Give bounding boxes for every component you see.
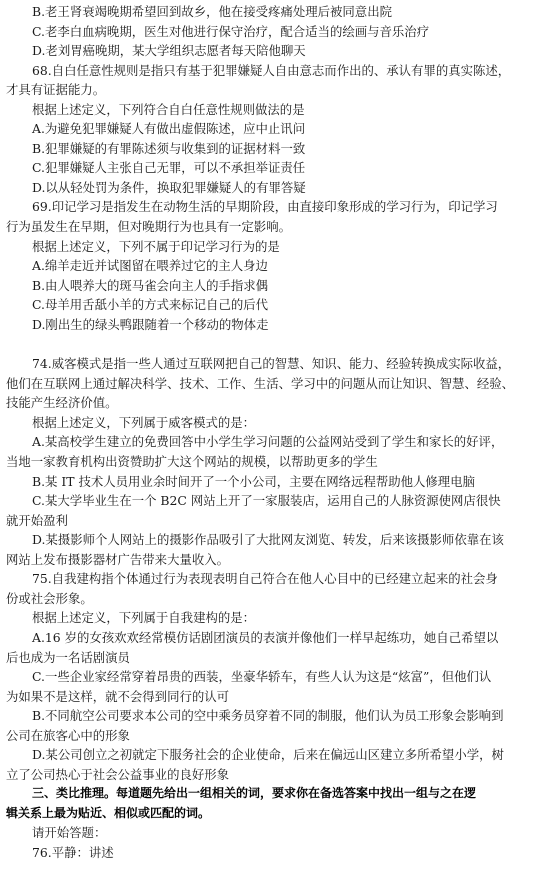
- text-line: 当地一家教育机构出资赞助扩大这个网站的规模，以帮助更多的学生: [6, 454, 378, 470]
- text-line: B.老王肾衰竭晚期希望回到故乡，他在接受疼痛处理后被同意出院: [32, 4, 392, 19]
- text-line: D.以从轻处罚为条件，换取犯罪嫌疑人的有罪答疑: [32, 179, 306, 195]
- text-line: 69.印记学习是指发生在动物生活的早期阶段，由直接印象形成的学习行为，印记学习: [32, 199, 498, 215]
- text-line: 为如果不是这样，就不会得到同行的认可: [6, 688, 230, 704]
- text-line: 就开始盈利: [6, 512, 68, 528]
- text-line: 根据上述定义，下列属于自我建构的是：: [32, 610, 256, 626]
- text-line: B.犯罪嫌疑的有罪陈述须与收集到的证据材料一致: [32, 140, 306, 156]
- text-line: 根据上述定义，下列不属于印记学习行为的是: [32, 238, 280, 254]
- text-line: 请开始答题：: [32, 825, 107, 841]
- text-line: A.绵羊走近并试图留在喂养过它的主人身边: [32, 258, 268, 274]
- text-line: D.某公司创立之初就定下服务社会的企业使命，后来在偏远山区建立多所希望小学，树: [32, 747, 504, 763]
- text-line: 行为虽发生在早期，但对晚期行为也具有一定影响。: [6, 219, 291, 235]
- text-line: 68.自白任意性规则是指只有基于犯罪嫌疑人自由意志而作出的、承认有罪的真实陈述，: [32, 62, 511, 78]
- text-line: 才具有证据能力。: [6, 82, 106, 98]
- text-line: 他们在互联网上通过解决科学、技术、工作、生活、学习中的问题从而让知识、智慧、经验、: [6, 375, 515, 391]
- text-line: D.某摄影师个人网站上的摄影作品吸引了大批网友浏览、转发，后来该摄影师依靠在该: [32, 532, 504, 548]
- text-line: C.母羊用舌舐小羊的方式来标记自己的后代: [32, 297, 269, 313]
- text-line: D.刚出生的绿头鸭跟随着一个移动的物体走: [32, 316, 269, 332]
- text-line: B.某 IT 技术人员用业余时间开了一个小公司，主要在网络远程帮助他人修理电脑: [32, 473, 475, 489]
- text-line: 立了公司热心于社会公益事业的良好形象: [6, 766, 230, 782]
- text-line: 公司在旅客心中的形象: [6, 727, 130, 743]
- text-line: 74.威客模式是指一些人通过互联网把自己的智慧、知识、能力、经验转换成实际收益，: [32, 356, 511, 372]
- text-line: 76.平静：讲述: [32, 844, 114, 860]
- text-line: A.为避免犯罪嫌疑人有做出虚假陈述，应中止讯问: [32, 121, 306, 137]
- text-line: 75.自我建构指个体通过行为表现表明自己符合在他人心目中的已经建立起来的社会身: [32, 571, 498, 587]
- text-line: 份或社会形象。: [6, 590, 93, 606]
- text-line: 网站上发布摄影器材广告带来大量收入。: [6, 551, 230, 567]
- section-heading-line: 辑关系上最为贴近、相似或匹配的词。: [6, 805, 211, 820]
- text-line: B.不同航空公司要求本公司的空中乘务员穿着不同的制服，他们认为员工形象会影响到: [32, 708, 504, 724]
- text-line: 根据上述定义，下列符合自白任意性规则做法的是: [32, 101, 305, 117]
- section-heading-line: 三、类比推理。每道题先给出一组相关的词，要求你在备选答案中找出一组与之在逻: [32, 786, 477, 801]
- text-line: C.某大学毕业生在一个 B2C 网站上开了一家服装店，运用自己的人脉资源使网店很快: [32, 493, 501, 509]
- text-line: A.某高校学生建立的免费回答中小学生学习问题的公益网站受到了学生和家长的好评，: [32, 434, 504, 450]
- text-line: D.老刘胃癌晚期，某大学组织志愿者每天陪他聊天: [32, 43, 306, 59]
- text-line: 根据上述定义，下列属于威客模式的是：: [32, 414, 256, 430]
- text-line: 技能产生经济价值。: [6, 395, 118, 411]
- text-line: C.老李白血病晚期，医生对他进行保守治疗，配合适当的绘画与音乐治疗: [32, 23, 430, 39]
- text-line: 后也成为一名话剧演员: [6, 649, 130, 665]
- text-line: C.犯罪嫌疑人主张自己无罪，可以不承担举证责任: [32, 160, 306, 176]
- text-line: A.16 岁的女孩欢欢经常模仿话剧团演员的表演并像他们一样早起练功，她自己希望以: [32, 629, 499, 645]
- text-line: C.一些企业家经常穿着昂贵的西装，坐豪华轿车，有些人认为这是“炫富”，但他们认: [32, 669, 492, 685]
- paragraph-gap: [6, 334, 544, 354]
- text-line: B.由人喂养大的斑马雀会向主人的手指求偶: [32, 277, 269, 293]
